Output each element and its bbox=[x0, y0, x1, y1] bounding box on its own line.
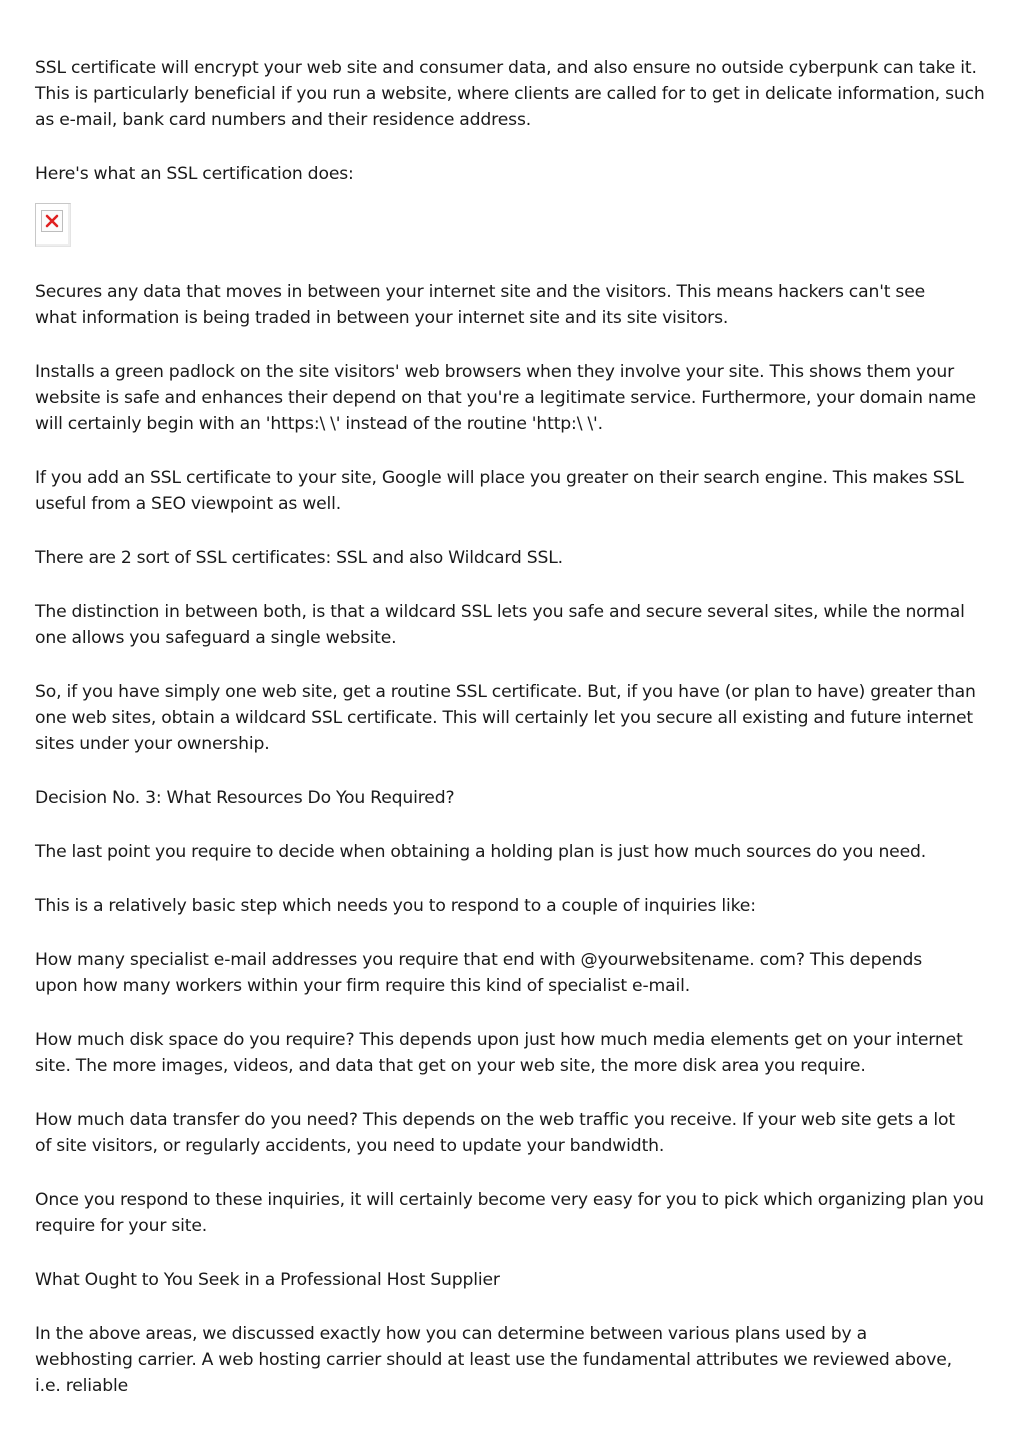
paragraph-email-addresses: How many specialist e-mail addresses you require that end with @yourwebsitename. com? This depends upon how many workers within your firm require this kind of specialist e-mail. bbox=[35, 950, 923, 996]
paragraph-google-seo: If you add an SSL certificate to your site, Google will place you greater on their search engine. This makes SSL useful from a SEO viewpoint as well. bbox=[35, 468, 964, 514]
paragraph-resources-intro: The last point you require to decide when obtaining a holding plan is just how much sources do you need. bbox=[35, 842, 927, 862]
paragraph-pick-plan: Once you respond to these inquiries, it will certainly become very easy for you to pick which organizing plan you require for your site. bbox=[35, 1190, 984, 1236]
broken-image-icon bbox=[41, 210, 63, 232]
paragraph-above-areas: In the above areas, we discussed exactly how you can determine between various plans used by a webhosting carrier. A web hosting carrier should at least use the fundamental attributes we reviewed above, i.e. reliable bbox=[35, 1324, 952, 1396]
paragraph-data-transfer: How much data transfer do you need? This depends on the web traffic you receive. If your web site gets a lot of site visitors, or regularly accidents, you need to update your bandwidth. bbox=[35, 1110, 955, 1156]
heading-host-supplier: What Ought to You Seek in a Professional Host Supplier bbox=[35, 1270, 500, 1290]
paragraph-basic-step: This is a relatively basic step which needs you to respond to a couple of inquiries like: bbox=[35, 896, 756, 916]
heading-decision-3: Decision No. 3: What Resources Do You Required? bbox=[35, 788, 455, 808]
paragraph-choose-certificate: So, if you have simply one web site, get a routine SSL certificate. But, if you have (or plan to have) greater than one web sites, obtain a wildcard SSL certificate. This will certainly let you secure all existing and future internet sites under your ownership. bbox=[35, 682, 976, 754]
paragraph-ssl-intro: SSL certificate will encrypt your web site and consumer data, and also ensure no outside cyberpunk can take it. This is particularly beneficial if you run a website, where clients are called for to get in delicate information, such as e-mail, bank card numbers and their residence address. bbox=[35, 58, 985, 130]
paragraph-green-padlock: Installs a green padlock on the site visitors' web browsers when they involve your site. This shows them your website is safe and enhances their depend on that you're a legitimate service. Furthermore, your domain name will certainly begin with an 'https:\ \' instead of the routine 'http:\ \'. bbox=[35, 362, 976, 434]
paragraph-secures-data: Secures any data that moves in between your internet site and the visitors. This means hackers can't see what information is being traded in between your internet site and its site visitors. bbox=[35, 282, 926, 328]
paragraph-ssl-does: Here's what an SSL certification does: bbox=[35, 164, 354, 184]
paragraph-disk-space: How much disk space do you require? This depends upon just how much media elements get on your internet site. The more images, videos, and data that get on your web site, the more disk area you require. bbox=[35, 1030, 963, 1076]
paragraph-ssl-types: There are 2 sort of SSL certificates: SSL and also Wildcard SSL. bbox=[35, 548, 563, 568]
close-x-icon bbox=[44, 213, 60, 229]
broken-image-placeholder bbox=[35, 203, 71, 247]
paragraph-wildcard-distinction: The distinction in between both, is that a wildcard SSL lets you safe and secure several sites, while the normal one allows you safeguard a single website. bbox=[35, 602, 965, 648]
